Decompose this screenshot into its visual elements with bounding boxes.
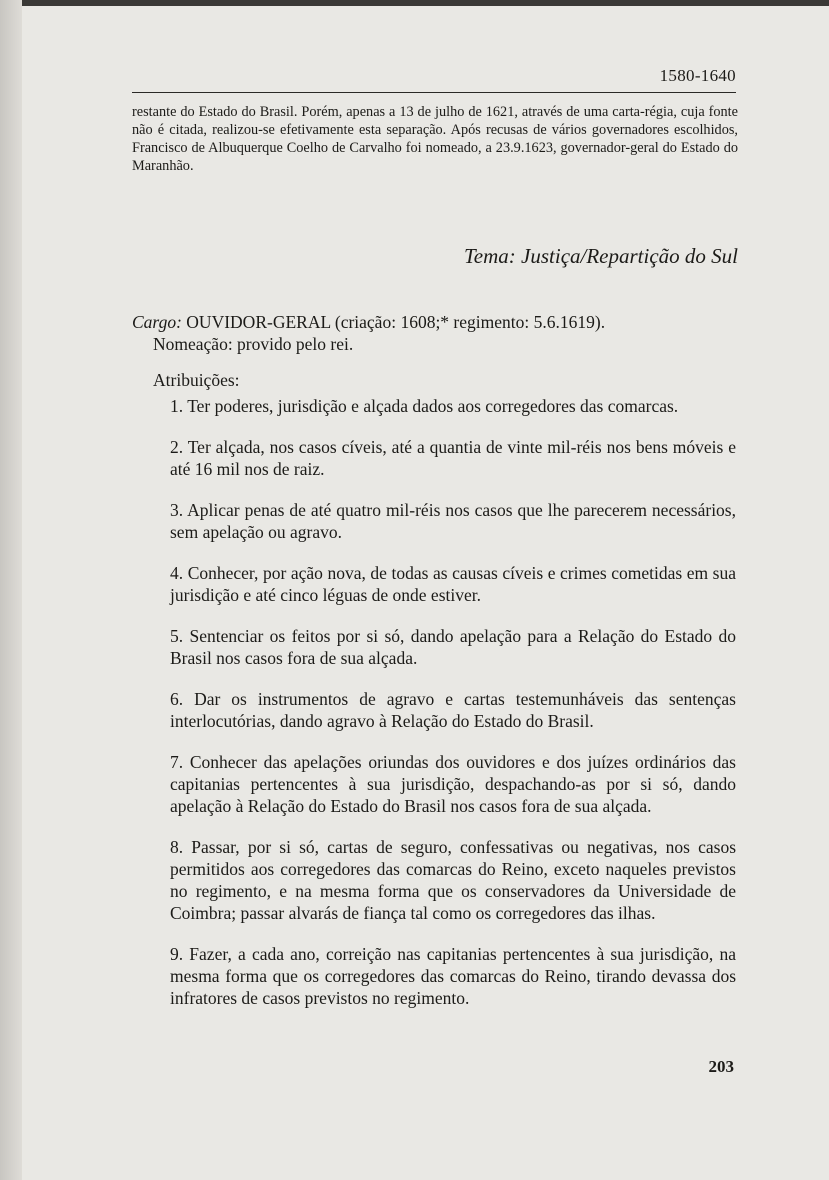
list-item: 5. Sentenciar os feitos por si só, dando apelação para a Relação do Estado do Brasil nos casos fora de sua alçada.	[170, 626, 736, 668]
intro-paragraph: restante do Estado do Brasil. Porém, apenas a 13 de julho de 1621, através de uma carta-régia, cuja fonte não é citada, realizou-se efetivamente esta separação. Após recusas de vários governadores escolhidos, Francisco de Albuquerque Coelho de Carvalho foi nomeado, a 23.9.1623, governador-geral do Estado do Maranhão.	[132, 104, 738, 174]
atribuicoes-heading: Atribuições:	[153, 370, 240, 390]
list-item: 6. Dar os instrumentos de agravo e cartas testemunháveis das sentenças interlocutórias, dando agravo à Relação do Estado do Brasil.	[170, 689, 736, 731]
scan-border-left	[0, 0, 22, 1180]
list-item: 7. Conhecer das apelações oriundas dos ouvidores e dos juízes ordinários das capitanias pertencentes à sua jurisdição, despachando-as por si só, dando apelação à Relação do Estado do Brasil nos casos fora de sua alçada.	[170, 752, 736, 816]
list-item: 1. Ter poderes, jurisdição e alçada dados aos corregedores das comarcas.	[170, 396, 679, 416]
running-header	[132, 58, 736, 93]
cargo-line	[132, 312, 738, 333]
list-item: 4. Conhecer, por ação nova, de todas as causas cíveis e crimes cometidas em sua jurisdição e até cinco léguas de onde estiver.	[170, 563, 736, 605]
cargo-label: Cargo:	[132, 312, 182, 332]
list-item: 3. Aplicar penas de até quatro mil-réis nos casos que lhe parecerem necessários, sem apelação ou agravo.	[170, 500, 736, 542]
list-item: 2. Ter alçada, nos casos cíveis, até a quantia de vinte mil-réis nos bens móveis e até 16 mil nos de raiz.	[170, 437, 736, 479]
topic-heading: Tema: Justiça/Repartição do Sul	[464, 244, 738, 268]
header-years: 1580-1640	[659, 66, 736, 85]
nomeacao-line: Nomeação: provido pelo rei.	[153, 334, 354, 354]
atribuicoes-list	[170, 395, 736, 1009]
cargo-value: OUVIDOR-GERAL (criação: 1608;* regimento: 5.6.1619).	[186, 312, 606, 332]
list-item: 9. Fazer, a cada ano, correição nas capitanias pertencentes à sua jurisdição, na mesma forma que os corregedores das comarcas do Reino, tirando devassa dos infratores de casos previstos no regimento.	[170, 944, 736, 1008]
page-number: 203	[708, 1057, 734, 1076]
list-item: 8. Passar, por si só, cartas de seguro, confessativas ou negativas, nos casos permitidos aos corregedores das comarcas do Reino, exceto naqueles previstos no regimento, e na mesma forma que os conservadores da Universidade de Coimbra; passar alvarás de fiança tal como os corregedores das ilhas.	[170, 837, 737, 923]
